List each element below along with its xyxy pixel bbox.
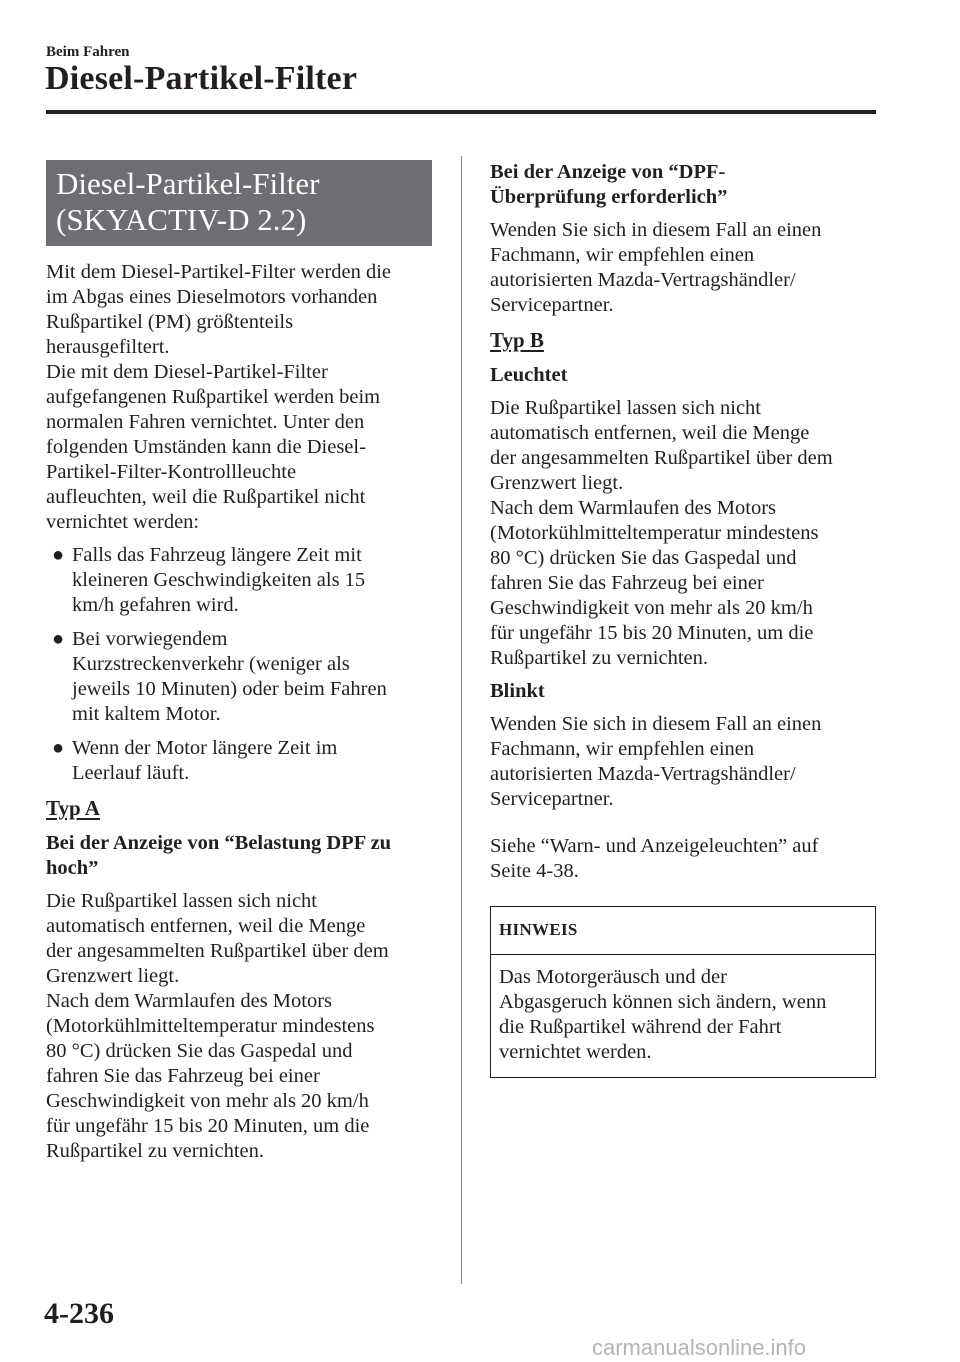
typ-a-condition: Bei der Anzeige von “Belastung DPF zu hoch” xyxy=(46,832,392,879)
intro-paragraph: Mit dem Diesel-Partikel-Filter werden die im Abgas eines Dieselmotors vorhanden Rußpartikel (PM) größtenteils herausgefiltert. Die mit dem Diesel-Partikel-Filter aufgefangenen Rußpartikel werden beim normalen Fahren vernichtet. Unter den folgenden Umständen kann die Diesel- Partikel-Filter-Kontrollleuchte aufleuchten, weil die Rußpartikel nicht vernichtet werden: xyxy=(46,261,391,533)
list-item: ● Wenn der Motor längere Zeit im Leerlauf läuft. xyxy=(52,737,338,784)
column-divider xyxy=(461,156,462,1284)
page-title: Diesel-Partikel-Filter xyxy=(45,60,358,97)
bullet-icon: ● xyxy=(52,544,65,566)
page-number: 4-236 xyxy=(44,1297,114,1330)
note-heading: HINWEIS xyxy=(491,907,875,955)
section-title-line: (SKYACTIV-D 2.2) xyxy=(56,202,307,237)
dpf-check-body: Wenden Sie sich in diesem Fall an einen Fachmann, wir empfehlen einen autorisierten Mazda-Vertragshändler/ Servicepartner. xyxy=(490,219,822,316)
list-item: ● Falls das Fahrzeug längere Zeit mit kleineren Geschwindigkeiten als 15 km/h gefahren wird. xyxy=(52,544,366,616)
section-label: Beim Fahren xyxy=(46,44,130,60)
header-divider xyxy=(46,110,876,114)
bullet-icon: ● xyxy=(52,737,65,759)
typ-a-body: Die Rußpartikel lassen sich nicht automatisch entfernen, weil die Menge der angesammelten Rußpartikel über dem Grenzwert liegt. Nach dem Warmlaufen des Motors (Motorkühlmitteltemperatur mindestens 80 °C) drücken Sie das Gaspedal und fahren Sie das Fahrzeug bei einer Geschwindigkeit von mehr als 20 km/h für ungefähr 15 bis 20 Minuten, um die Rußpartikel zu vernichten. xyxy=(46,890,389,1162)
blinkt-heading: Blinkt xyxy=(490,680,545,702)
blinkt-body: Wenden Sie sich in diesem Fall an einen Fachmann, wir empfehlen einen autorisierten Mazda-Vertragshändler/ Servicepartner. xyxy=(490,713,822,810)
leuchtet-body: Die Rußpartikel lassen sich nicht automatisch entfernen, weil die Menge der angesammelten Rußpartikel über dem Grenzwert liegt. Nach dem Warmlaufen des Motors (Motorkühlmitteltemperatur mindestens 80 °C) drücken Sie das Gaspedal und fahren Sie das Fahrzeug bei einer Geschwindigkeit von mehr als 20 km/h für ungefähr 15 bis 20 Minuten, um die Rußpartikel zu vernichten. xyxy=(490,397,833,669)
section-title-line: Diesel-Partikel-Filter xyxy=(56,166,320,201)
typ-b-heading: Typ B xyxy=(490,328,544,352)
section-title-box xyxy=(46,160,432,246)
list-item: ● Bei vorwiegendem Kurzstreckenverkehr (weniger als jeweils 10 Minuten) oder beim Fahren mit kaltem Motor. xyxy=(52,628,387,725)
typ-a-heading: Typ A xyxy=(46,796,100,820)
bullet-icon: ● xyxy=(52,628,65,650)
leuchtet-heading: Leuchtet xyxy=(490,364,568,386)
left-column xyxy=(46,160,436,1172)
note-body: Das Motorgeräusch und der Abgasgeruch können sich ändern, wenn die Rußpartikel während der Fahrt vernichtet werden. xyxy=(499,966,827,1063)
watermark: carmanualsonline.info xyxy=(592,1335,807,1360)
condition-list xyxy=(46,543,436,786)
cross-reference: Siehe “Warn- und Anzeigeleuchten” auf Seite 4-38. xyxy=(490,835,819,882)
right-column xyxy=(490,160,880,1078)
dpf-check-heading: Bei der Anzeige von “DPF- Überprüfung erforderlich” xyxy=(490,161,728,208)
note-box xyxy=(490,906,876,1078)
